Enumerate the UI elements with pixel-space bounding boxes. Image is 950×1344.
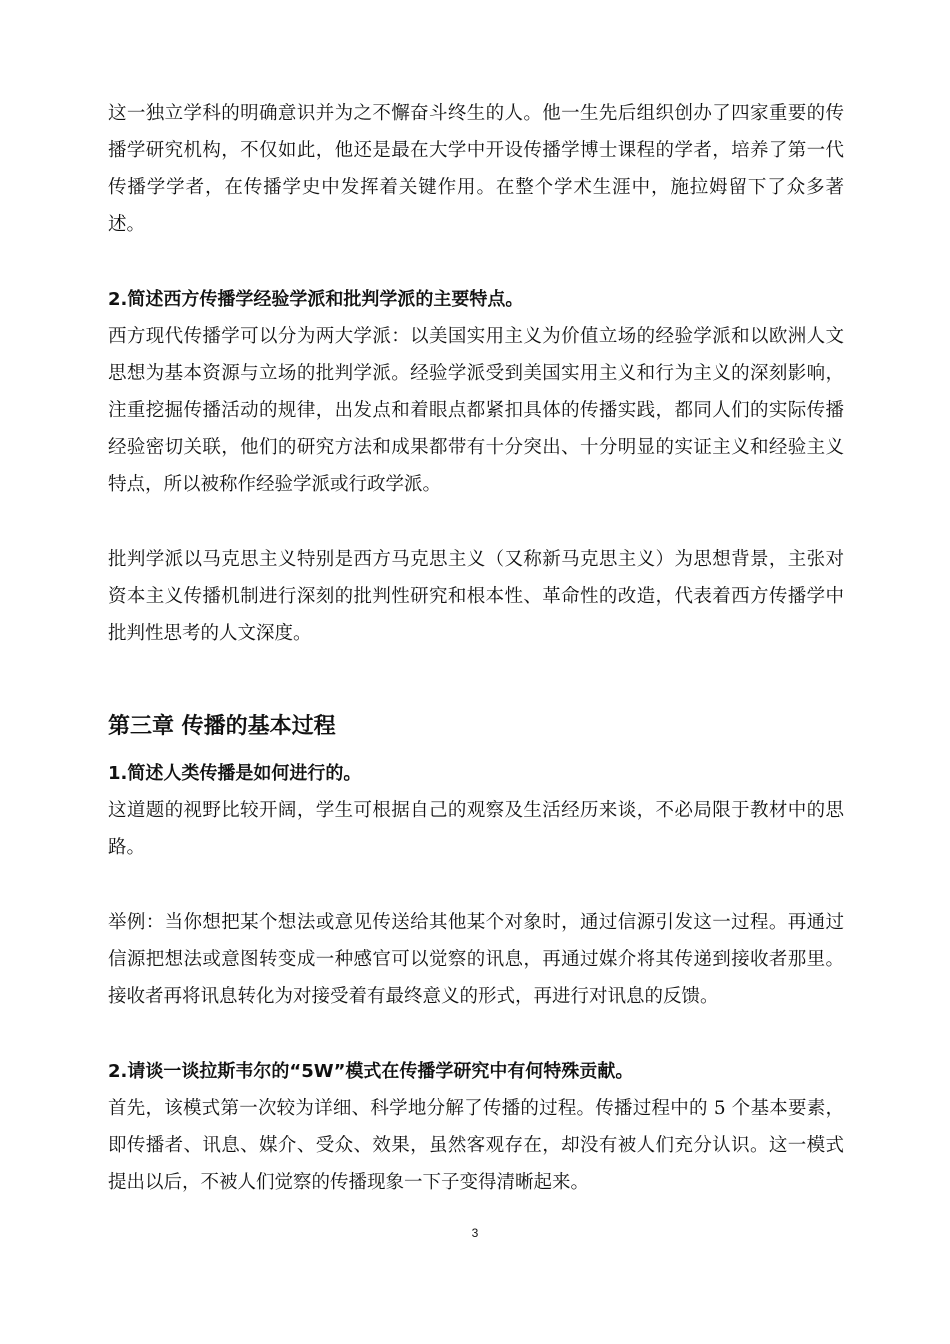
chapter-3-question-2-paragraph-1: 首先，该模式第一次较为详细、科学地分解了传播的过程。传播过程中的 5 个基本要素，即传播者、讯息、媒介、受众、效果，虽然客观存在，却没有被人们充分认识。这一模式提出以后，不被人们觉察的传播现象一下子变得清晰起来。	[108, 1098, 844, 1193]
question-2-paragraph-1: 西方现代传播学可以分为两大学派：以美国实用主义为价值立场的经验学派和以欧洲人文思想为基本资源与立场的批判学派。经验学派受到美国实用主义和行为主义的深刻影响，注重挖掘传播活动的规律，出发点和着眼点都紧扣具体的传播实践，都同人们的实际传播经验密切关联，他们的研究方法和成果都带有十分突出、十分明显的实证主义和经验主义特点，所以被称作经验学派或行政学派。	[108, 326, 844, 495]
chapter-3-question-1-paragraph-1: 这道题的视野比较开阔，学生可根据自己的观察及生活经历来谈，不必局限于教材中的思路。	[108, 800, 844, 858]
chapter-3-question-1-paragraph-2: 举例：当你想把某个想法或意见传送给其他某个对象时，通过信源引发这一过程。再通过信源把想法或意图转变成一种感官可以觉察的讯息，再通过媒介将其传递到接收者那里。接收者再将讯息转化为对接受着有最终意义的形式，再进行对讯息的反馈。	[108, 912, 844, 1007]
chapter-3-title: 第三章 传播的基本过程	[108, 713, 336, 739]
intro-paragraph: 这一独立学科的明确意识并为之不懈奋斗终生的人。他一生先后组织创办了四家重要的传播学研究机构，不仅如此，他还是最在大学中开设传播学博士课程的学者，培养了第一代传播学学者，在传播学史中发挥着关键作用。在整个学术生涯中，施拉姆留下了众多著述。	[108, 103, 844, 235]
question-2-paragraph-2: 批判学派以马克思主义特别是西方马克思主义（又称新马克思主义）为思想背景，主张对资本主义传播机制进行深刻的批判性研究和根本性、革命性的改造，代表着西方传播学中批判性思考的人文深度。	[108, 549, 844, 644]
page-number: 3	[471, 1226, 479, 1240]
question-2-heading: 2.简述西方传播学经验学派和批判学派的主要特点。	[108, 289, 524, 310]
chapter-3-question-1-heading: 1.简述人类传播是如何进行的。	[108, 763, 362, 784]
chapter-3-question-2-heading: 2.请谈一谈拉斯韦尔的“5W”模式在传播学研究中有何特殊贡献。	[108, 1061, 634, 1082]
